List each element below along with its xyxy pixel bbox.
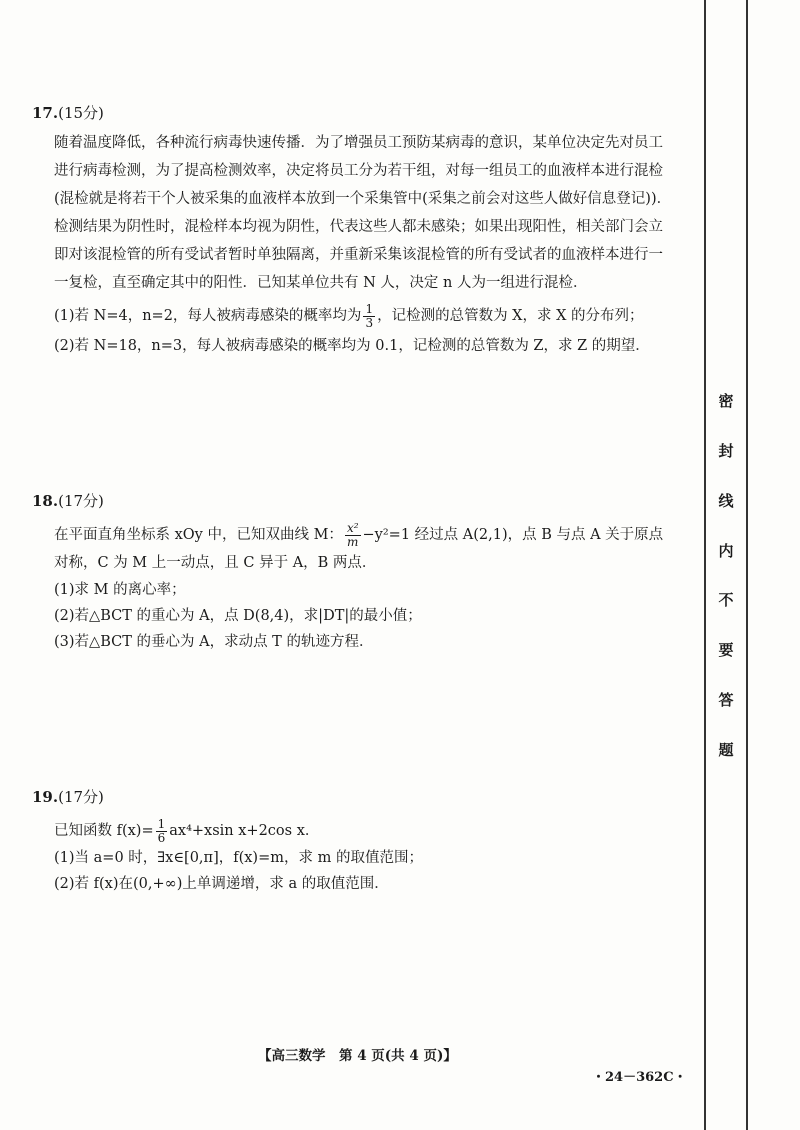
problem-17-points: (15分)	[58, 104, 104, 122]
seal-char: 不	[718, 591, 734, 610]
seal-char: 封	[718, 441, 734, 460]
problem-19	[32, 786, 672, 897]
seal-char: 题	[718, 740, 734, 759]
fraction-denominator: 6	[157, 830, 166, 845]
problem-19-points: (17分)	[58, 788, 104, 806]
problem-17	[32, 102, 672, 361]
problem-17-q1-text: (1)若 N=4，n=2，每人被病毒感染的概率均为	[54, 308, 362, 324]
problem-18-stem-text: 在平面直角坐标系 xOy 中，已知双曲线 M：	[54, 527, 343, 543]
seal-line-text	[706, 390, 746, 760]
problem-18-number: 18.	[32, 492, 59, 510]
seal-char: 要	[718, 641, 734, 660]
problem-19-number: 19.	[32, 788, 59, 806]
problem-17-stem: 随着温度降低，各种流行病毒快速传播．为了增强员工预防某病毒的意识，某单位决定先对员工进行病毒检测，为了提高检测效率，决定将员工分为若干组，对每一组员工的血液样本进行混检(混检就是将若干个人被采集的血液样本放到一个采集管中(采集之前会对这些人做好信息登记))．检测结果为阴性时，混检样本均视为阴性，代表这些人都未感染；如果出现阳性，相关部门会立即对该混检管的所有受试者暂时单独隔离，并重新采集该混检管的所有受试者的血液样本进行一一复检，直至确定其中的阳性．已知某单位共有 N 人，决定 n 人为一组进行混检．	[54, 135, 672, 291]
seal-char: 内	[718, 541, 734, 560]
fraction-numerator: x²	[346, 520, 359, 535]
problem-18-stem-text-end: −y²=1 经过点 A(2,1)，点 B 与点 A 关于原点对称，C 为 M 上一动点，且 C 异于 A，B 两点．	[54, 527, 664, 571]
fraction-denominator: m	[347, 534, 359, 549]
problem-17-q1-text-end: ，记检测的总管数为 X，求 X 的分布列；	[377, 308, 644, 324]
problem-19-question-2: (2)若 f(x)在(0,+∞)上单调递增，求 a 的取值范围．	[54, 876, 389, 892]
fraction-numerator: 1	[157, 816, 166, 831]
problem-18-question-3: (3)若△BCT 的垂心为 A，求动点 T 的轨迹方程．	[54, 634, 374, 650]
problem-18-question-1: (1)求 M 的离心率；	[54, 582, 186, 598]
problem-17-number: 17.	[32, 104, 59, 122]
problem-19-stem	[32, 817, 672, 845]
problem-19-question-1: (1)当 a=0 时，∃x∈[0,π]，f(x)=m，求 m 的取值范围；	[54, 850, 423, 866]
fraction-numerator: 1	[365, 301, 374, 316]
problem-19-stem-text: 已知函数 f(x)=	[54, 823, 154, 839]
page-footer-label: 【高三数学 第 4 页(共 4 页)】	[258, 1048, 457, 1064]
fraction-one-third	[363, 303, 375, 330]
exam-code: ・24－362C・	[592, 1070, 687, 1085]
problem-17-question-1	[32, 301, 672, 331]
problem-18-header	[32, 490, 672, 511]
seal-char: 答	[718, 691, 734, 710]
seal-char: 密	[718, 392, 734, 410]
problem-17-header	[32, 102, 672, 123]
problem-18	[32, 490, 672, 655]
seal-line-sidebar	[704, 0, 748, 1130]
problem-18-stem	[32, 521, 672, 577]
fraction-x2-over-m	[345, 522, 361, 549]
problem-19-header	[32, 786, 672, 807]
seal-char: 线	[718, 491, 734, 510]
problem-17-question-2: (2)若 N=18，n=3，每人被病毒感染的概率均为 0.1，记检测的总管数为 Z，求 Z 的期望．	[54, 338, 650, 354]
problem-18-question-2: (2)若△BCT 的重心为 A，点 D(8,4)，求|DT|的最小值；	[54, 608, 422, 624]
problem-18-points: (17分)	[58, 492, 104, 510]
fraction-one-sixth	[156, 818, 168, 845]
fraction-denominator: 3	[365, 315, 374, 330]
problem-19-stem-text-end: ax⁴+xsin x+2cos x．	[169, 823, 320, 839]
